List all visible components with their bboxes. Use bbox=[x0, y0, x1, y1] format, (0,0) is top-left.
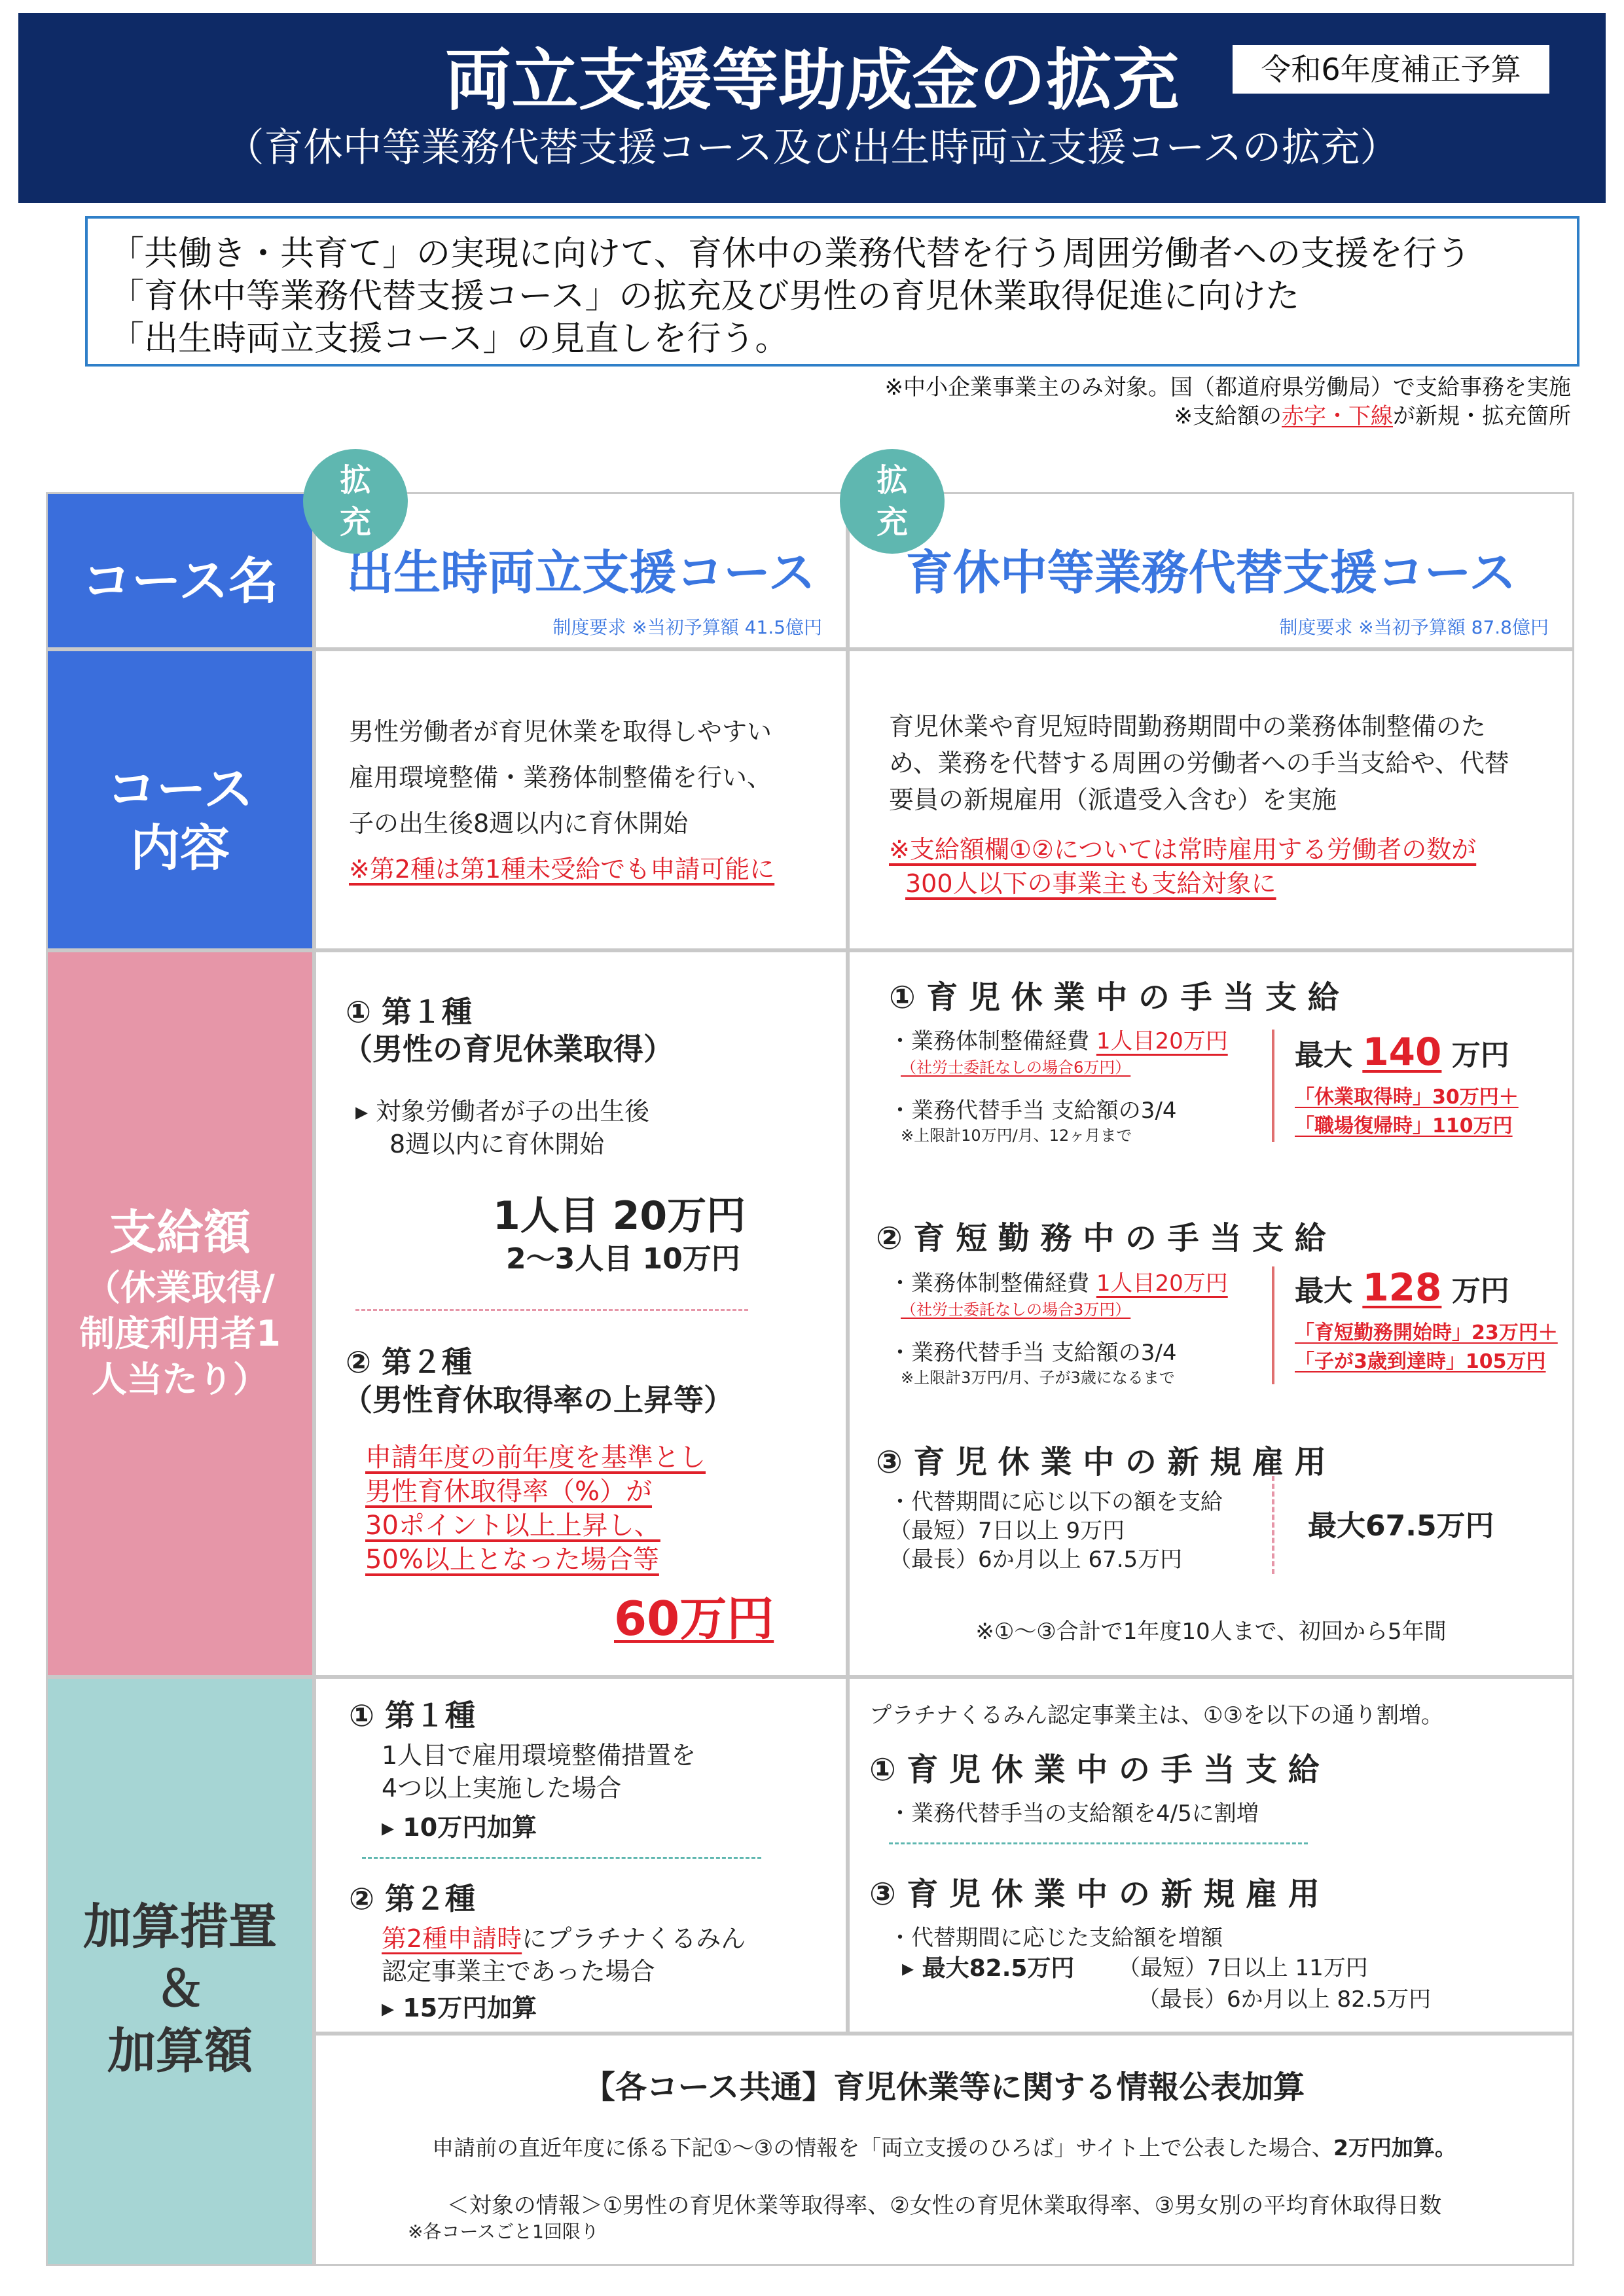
common-addition-cell: 【各コース共通】育児休業等に関する情報公表加算 申請前の直近年度に係る下記①～③の情報を「両立支援のひろば」サイト上で公表した場合、2万円加算。 ＜対象の情報＞①男性の育児休業等取得率、②女性の育児休業取得率、③男女別の平均育休取得日数 ※各コースごと1回限り bbox=[314, 2034, 1574, 2266]
course2-content-red-1: ※支給額欄①②については常時雇用する労働者の数が bbox=[889, 835, 1477, 864]
divider bbox=[889, 1842, 1308, 1844]
course1-content-red: ※第2種は第1種未受給でも申請可能に bbox=[349, 855, 775, 884]
course1-addition-cell: ① 第１種 1人目で雇用環境整備措置を 4つ以上実施した場合 ▸ 10万円加算 ② 第２種 第2種申請時にプラチナくるみん 認定事業主であった場合 ▸ 15万円加算 bbox=[314, 1677, 848, 2034]
note-line-1: ※中小企業事業主のみ対象。国（都道府県労働局）で支給事務を実施 bbox=[884, 374, 1571, 401]
note-line-2: ※支給額の赤字・下線が新規・拡充箇所 bbox=[1174, 403, 1571, 429]
budget-tag: 令和6年度補正予算 bbox=[1231, 43, 1551, 96]
row-label-course-name: コース名 bbox=[46, 492, 314, 649]
intro-box bbox=[85, 216, 1579, 367]
divider bbox=[362, 1857, 761, 1859]
separator bbox=[1272, 1266, 1274, 1384]
intro-line: 「育休中等業務代替支援コース」の拡充及び男性の育児休業取得促進に向けた bbox=[110, 277, 1300, 316]
page-subtitle: （育休中等業務代替支援コース及び出生時両立支援コースの拡充） bbox=[225, 125, 1399, 171]
course1-type2-amount: 60万円 bbox=[614, 1591, 774, 1646]
course2-payment-cell: ① 育 児 休 業 中 の 手 当 支 給 ・業務体制整備経費 1人目20万円 （社労士委託なしの場合6万円） ・業務代替手当 支給額の3/4 ※上限計10万円/月、12ヶ月まで 最大 140 万円 「休業取得時」30万円＋ 「職場復帰時」110万円 ② 育 短 勤 務 中 の 手 当 支 給 ・業務体制整備経費 1人目20万円 （社労士委託なしの場合3万円） ・業務代替手当 支給額の3/4 ※上限計3万円/月、子が3歳になるまで 最大 128 万円 「育短勤務開始時」23万円＋ 「子が3歳到達時」105万円 ③ 育 児 休 業 中 の 新 規 雇 用 ・代替期間に応じ以下の額を支給 （最短）7日以上 9万円 （最長）6か月以上 67.5万円 最大67.5万円 ※①～③合計で1年度10人まで、初回から5年間 bbox=[848, 950, 1574, 1677]
notes bbox=[720, 373, 1571, 431]
expand-badge-course1: 拡 充 bbox=[303, 449, 408, 554]
row-label-payment: 支給額 （休業取得/ 制度利用者1 人当たり） bbox=[46, 950, 314, 1677]
page-title: 両立支援等助成金の拡充 bbox=[444, 42, 1180, 120]
row-label-course-content: コース 内容 bbox=[46, 649, 314, 950]
course1-name: 出生時両立支援コース bbox=[346, 545, 816, 600]
expand-badge-course2: 拡 充 bbox=[840, 449, 945, 554]
course2-budget: 制度要求 ※当初予算額 87.8億円 bbox=[1279, 617, 1549, 638]
course2-content-cell: 育児休業や育児短時間勤務期間中の業務体制整備のた め、業務を代替する周囲の労働者への手当支給や、代替 要員の新規雇用（派遣受入含む）を実施 ※支給額欄①②については常時雇用する労働者の数が 300人以下の事業主も支給対象に bbox=[848, 649, 1574, 950]
course1-payment-cell: ① 第１種 （男性の育児休業取得） ▸ 対象労働者が子の出生後 8週以内に育休開始 1人目 20万円 2～3人目 10万円 ② 第２種 （男性育休取得率の上昇等） 申請年度の前年度を基準とし 男性育休取得率（%）が 30ポイント以上上昇し、 50%以上となった場合等 60万円 bbox=[314, 950, 848, 1677]
row-label-addition: 加算措置 ＆ 加算額 bbox=[46, 1677, 314, 2266]
separator bbox=[1272, 1476, 1274, 1574]
course2-name-cell bbox=[848, 492, 1574, 649]
course1-content-cell: 男性労働者が育児休業を取得しやすい 雇用環境整備・業務体制整備を行い、 子の出生後8週以内に育休開始 ※第2種は第1種未受給でも申請可能に bbox=[314, 649, 848, 950]
course2-addition-cell: プラチナくるみん認定事業主は、①③を以下の通り割増。 ① 育 児 休 業 中 の 手 当 支 給 ・業務代替手当の支給額を4/5に割増 ③ 育 児 休 業 中 の 新 規 雇 用 ・代替期間に応じた支給額を増額 ▸ 最大82.5万円 （最短）7日以上 11万円 （最長）6か月以上 82.5万円 bbox=[848, 1677, 1574, 2034]
course2-name: 育休中等業務代替支援コース bbox=[905, 545, 1517, 600]
course2-content-red-2: 300人以下の事業主も支給対象に bbox=[905, 869, 1276, 898]
common-title: 【各コース共通】育児休業等に関する情報公表加算 bbox=[583, 2069, 1305, 2106]
intro-line: 「出生時両立支援コース」の見直しを行う。 bbox=[110, 319, 789, 359]
separator bbox=[1272, 1030, 1274, 1142]
intro-line: 「共働き・共育て」の実現に向けて、育休中の業務代替を行う周囲労働者への支援を行う bbox=[110, 234, 1471, 274]
divider bbox=[355, 1309, 748, 1311]
course1-budget: 制度要求 ※当初予算額 41.5億円 bbox=[552, 617, 822, 638]
